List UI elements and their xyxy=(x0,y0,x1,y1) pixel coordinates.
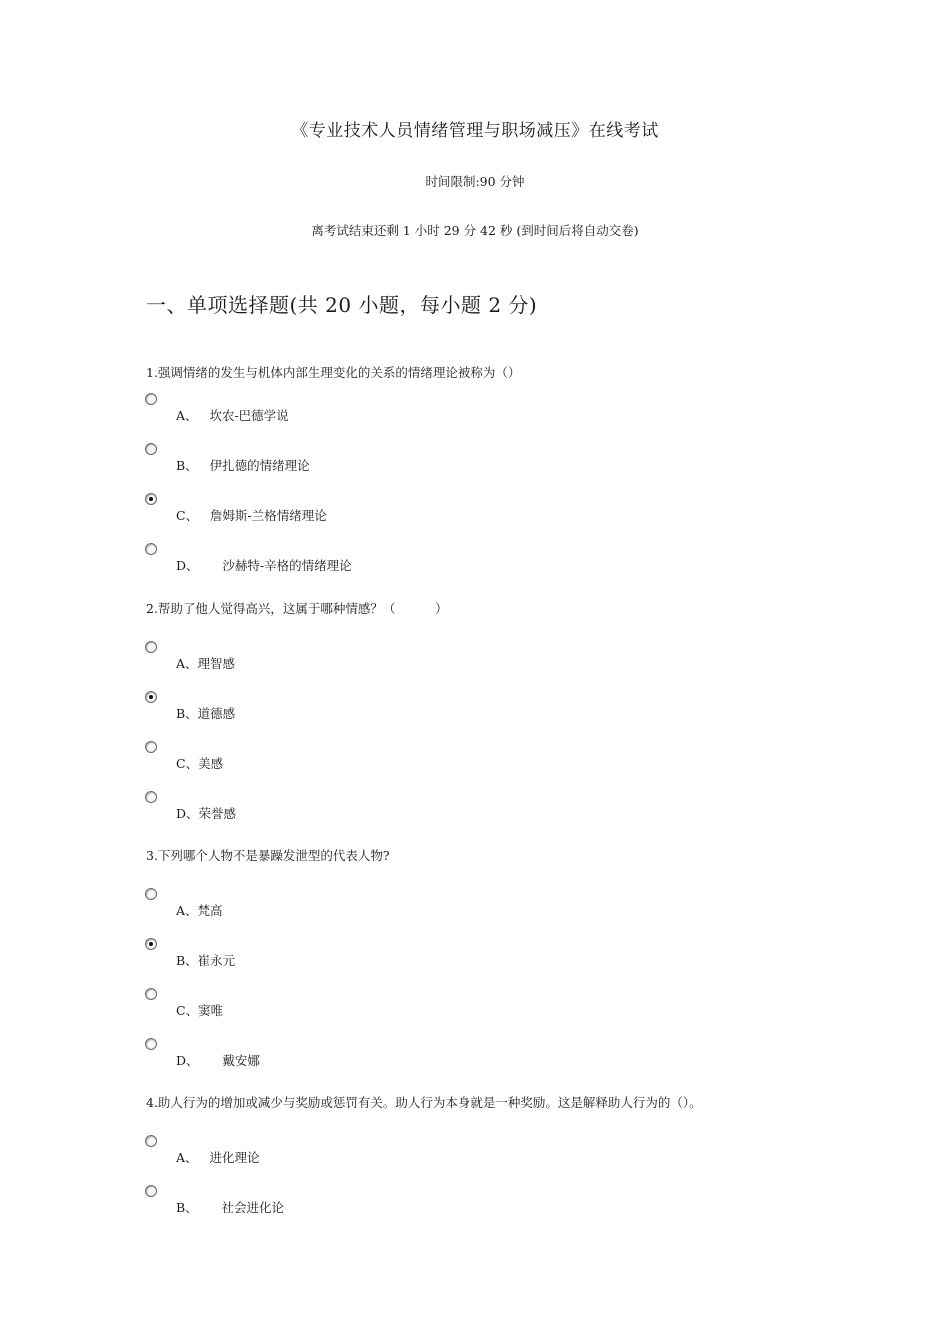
radio-button-icon[interactable] xyxy=(145,443,157,455)
option-label[interactable]: B、 社会进化论 xyxy=(176,1200,285,1215)
option-label[interactable]: B、道德感 xyxy=(176,706,236,721)
radio-button-icon[interactable] xyxy=(145,1185,157,1197)
section-heading: 一、单项选择题(共 20 小题，每小题 2 分) xyxy=(146,293,538,317)
exam-title: 《专业技术人员情绪管理与职场减压》在线考试 xyxy=(291,121,659,141)
question-stem: 3.下列哪个人物不是暴躁发泄型的代表人物? xyxy=(146,848,390,863)
option-label[interactable]: A、 坎农-巴德学说 xyxy=(176,408,289,423)
time-limit: 时间限制:90 分钟 xyxy=(425,174,525,189)
option-label[interactable]: C、 詹姆斯-兰格情绪理论 xyxy=(176,508,327,523)
option-label[interactable]: A、理智感 xyxy=(176,656,236,671)
option-label[interactable]: D、 沙赫特-辛格的情绪理论 xyxy=(176,558,352,573)
countdown-text: 离考试结束还剩 1 小时 29 分 42 秒 (到时间后将自动交卷) xyxy=(311,223,639,238)
radio-button-icon[interactable] xyxy=(145,543,157,555)
radio-selected-icon[interactable] xyxy=(145,691,157,703)
option-label[interactable]: A、 进化理论 xyxy=(176,1150,260,1165)
option-label[interactable]: D、 戴安娜 xyxy=(176,1053,260,1068)
radio-button-icon[interactable] xyxy=(145,791,157,803)
option-label[interactable]: A、梵高 xyxy=(176,903,223,918)
radio-button-icon[interactable] xyxy=(145,1135,157,1147)
radio-button-icon[interactable] xyxy=(145,393,157,405)
radio-button-icon[interactable] xyxy=(145,988,157,1000)
radio-button-icon[interactable] xyxy=(145,641,157,653)
radio-button-icon[interactable] xyxy=(145,1038,157,1050)
question-stem: 4.助人行为的增加或减少与奖励或惩罚有关。助人行为本身就是一种奖励。这是解释助人行为的（）。 xyxy=(146,1095,702,1110)
option-label[interactable]: D、荣誉感 xyxy=(176,806,237,821)
option-label[interactable]: C、美感 xyxy=(176,756,224,771)
question-stem: 2.帮助了他人觉得高兴，这属于哪种情感？（ ） xyxy=(146,601,448,616)
option-label[interactable]: C、窦唯 xyxy=(176,1003,224,1018)
radio-selected-icon[interactable] xyxy=(145,938,157,950)
option-label[interactable]: B、 伊扎德的情绪理论 xyxy=(176,458,310,473)
radio-button-icon[interactable] xyxy=(145,741,157,753)
question-stem: 1.强调情绪的发生与机体内部生理变化的关系的情绪理论被称为（） xyxy=(146,365,521,380)
option-label[interactable]: B、崔永元 xyxy=(176,953,236,968)
radio-button-icon[interactable] xyxy=(145,888,157,900)
countdown-timer xyxy=(0,221,950,239)
radio-selected-icon[interactable] xyxy=(145,493,157,505)
